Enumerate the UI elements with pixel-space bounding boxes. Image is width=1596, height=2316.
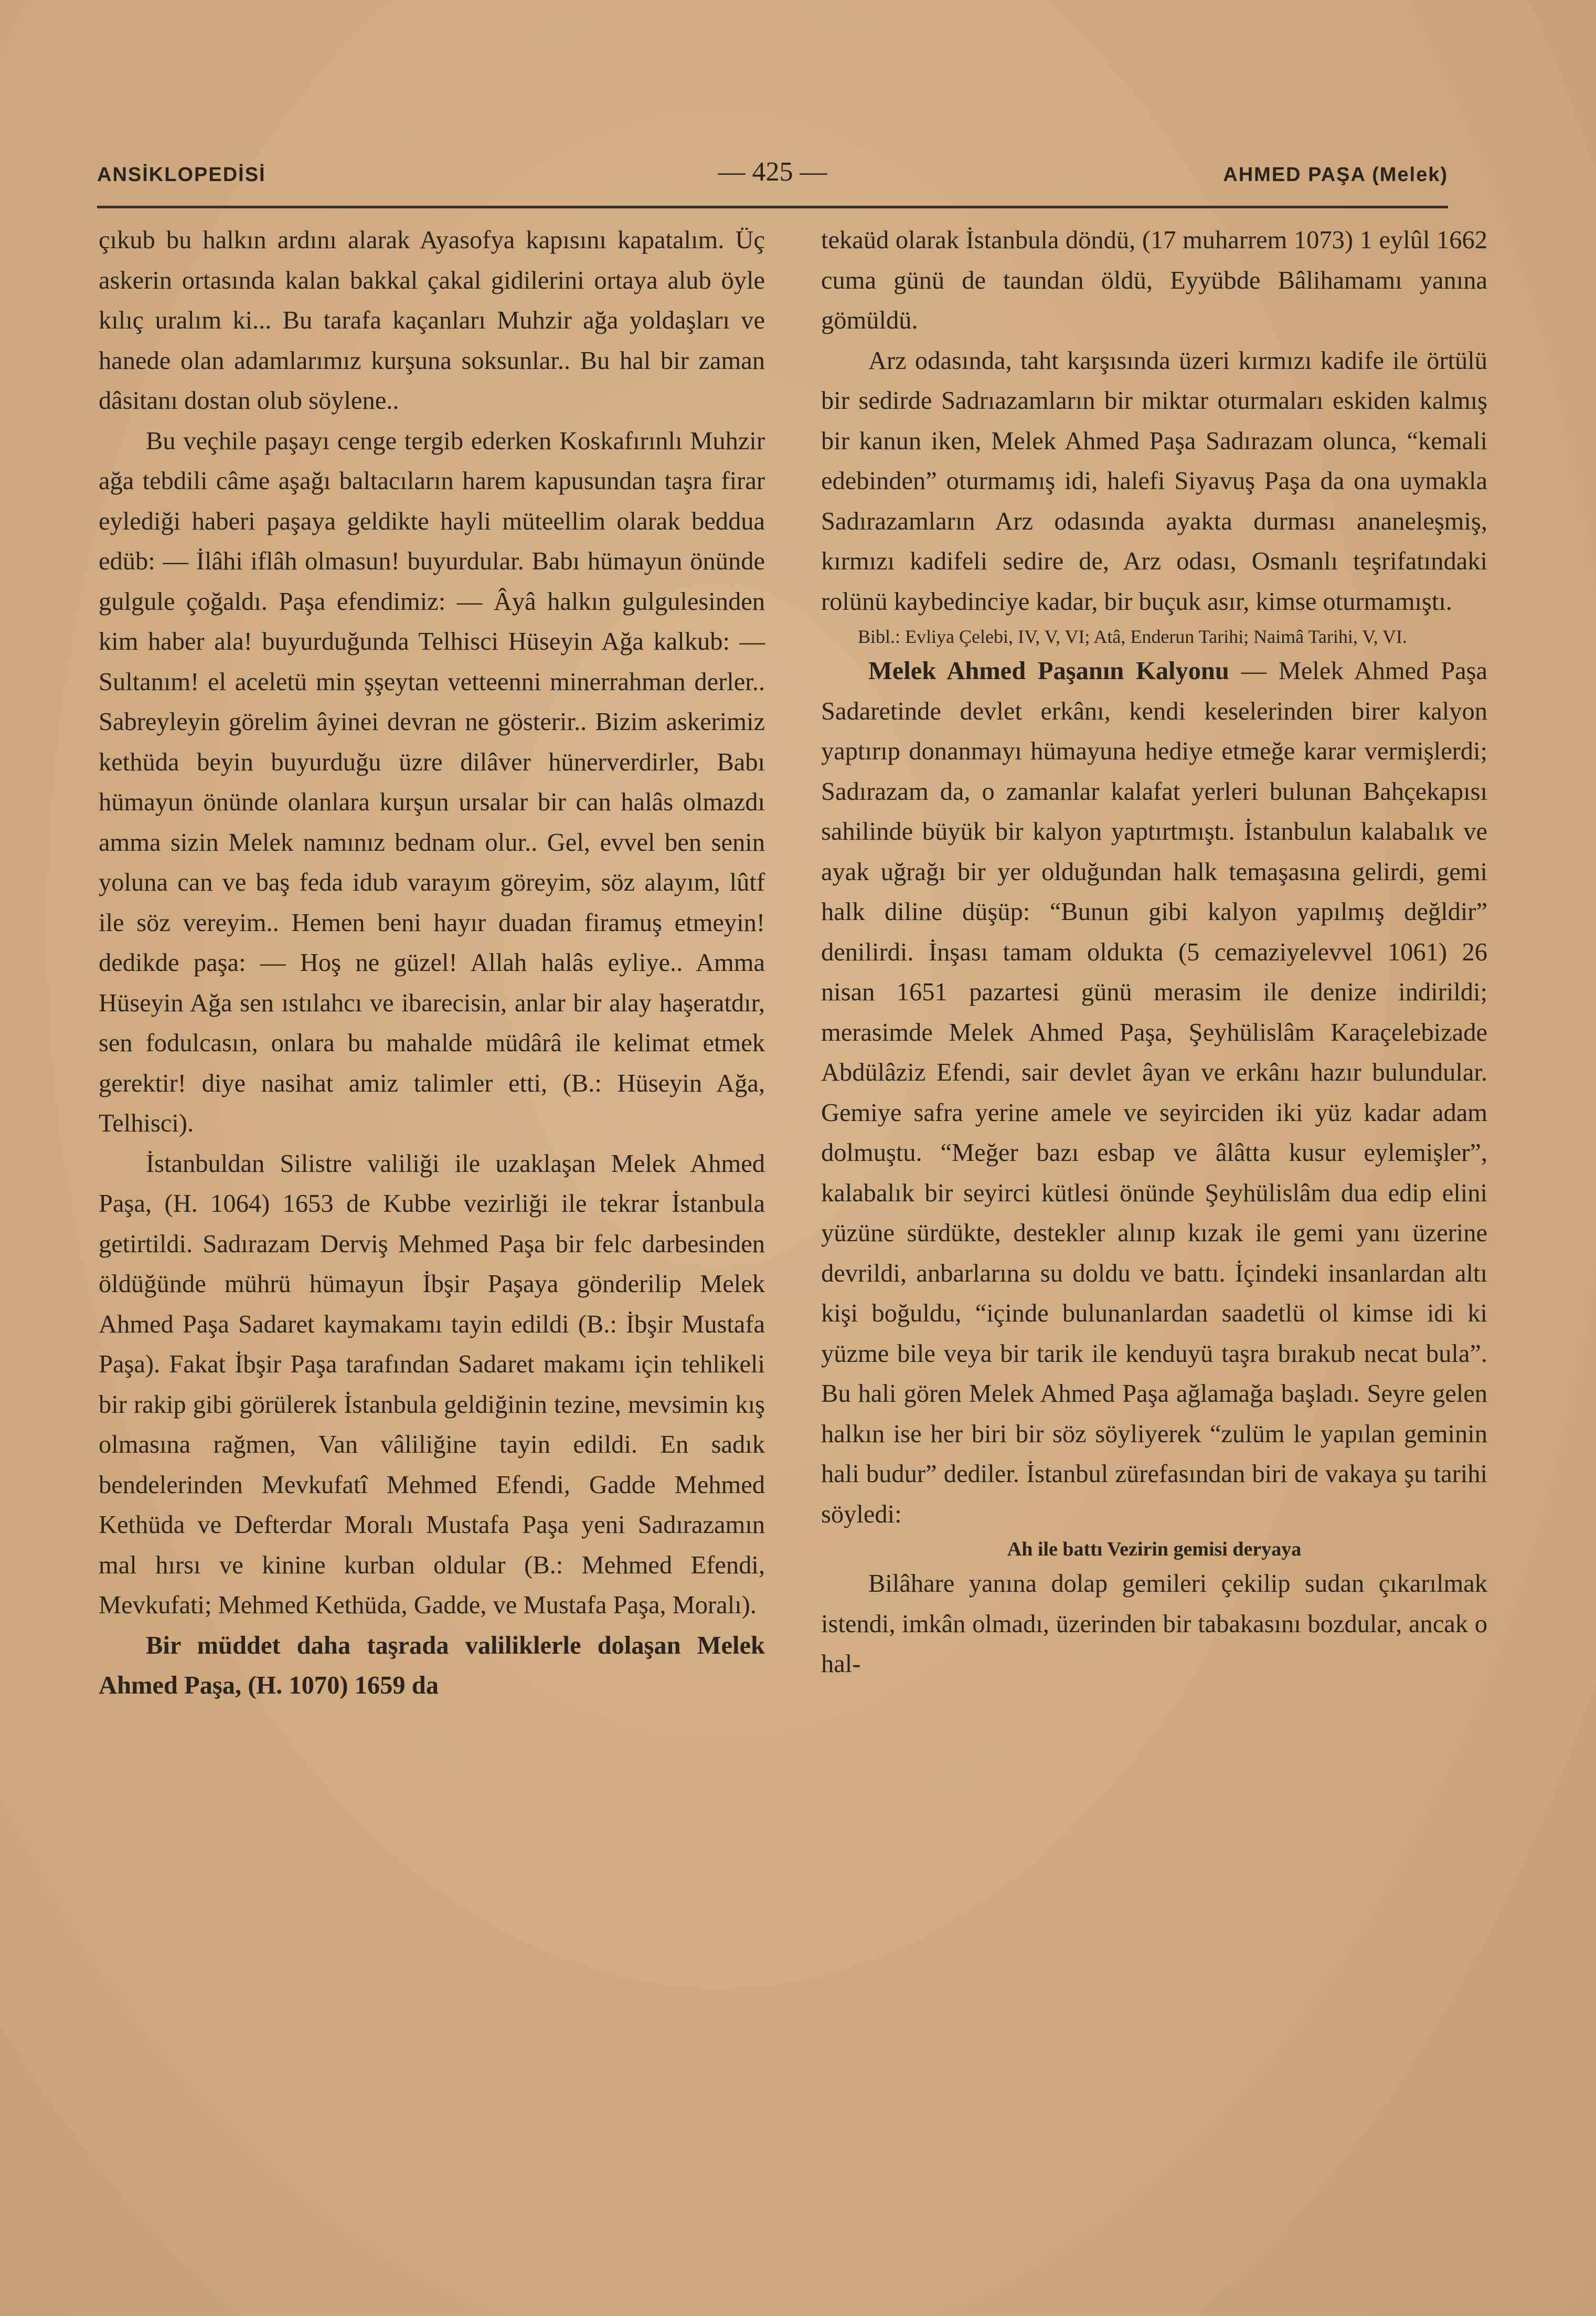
left-paragraph-3: İstanbuldan Silistre valiliği ile uzaklaşan Melek Ahmed Paşa, (H. 1064) 1653 de Kubbe vezirliği ile tekrar İstanbula getirtildi. Sadırazam Derviş Mehmed Paşa bir felc darbesinden öldüğünde mührü hümayun İbşir Paşaya gönderilip Melek Ahmed Paşa Sadaret kaymakamı tayin edildi (B.: İbşir Mustafa Paşa). Fakat İbşir Paşa tarafından Sadaret makamı için tehlikeli bir rakip gibi görülerek İstanbula geldiğinin tezine, mevsimin kış olmasına rağmen, Van vâliliğine tayin edildi. En sadık bendelerinden Mevkufatî Mehmed Efendi, Gadde Mehmed Kethüda ve Defterdar Moralı Mustafa Paşa yeni Sadırazamın mal hırsı ve kinine kurban oldular (B.: Mehmed Efendi, Mevkufati; Mehmed Kethüda, Gadde, ve Mustafa Paşa, Moralı). (99, 1149, 765, 1619)
left-paragraph-4: Bir müddet daha taşrada valiliklerle dolaşan Melek Ahmed Paşa, (H. 1070) 1659 da (99, 1631, 765, 1699)
header-right-title: AHMED PAŞA (Melek) (1223, 164, 1448, 186)
chronogram-verse: Ah ile battı Vezirin gemisi deryaya (1007, 1538, 1302, 1560)
right-paragraph-2: Arz odasında, taht karşısında üzeri kırmızı kadife ile örtülü bir sedirde Sadrıazamların bir miktar oturmaları eskiden kalmış bir kanun iken, Melek Ahmed Paşa Sadırazam olunca, “kemali edebinden” oturmamış idi, halefi Siyavuş Paşa da ona uymakla Sadırazamların Arz odasında ayakta durması ananeleşmiş, kırmızı kadifeli sedire de, Arz odası, Osmanlı teşrifatındaki rolünü kaybedinciye kadar, bir buçuk asır, kimse oturmamıştı. (821, 346, 1487, 616)
left-column (99, 220, 765, 1706)
bibliography: Bibl.: Evliya Çelebi, IV, V, VI; Atâ, Enderun Tarihi; Naimâ Tarihi, V, VI. (858, 626, 1407, 647)
running-header (97, 153, 1448, 200)
left-paragraph-1: çıkub bu halkın ardını alarak Ayasofya kapısını kapatalım. Üç askerin ortasında kalan bakkal çakal gidilerini ortaya alub öyle kılıç uralım ki... Bu tarafa kaçanları Muhzir ağa yoldaşları ve hanede olan adamlarımız kurşuna soksunlar.. Bu hal bir zaman dâsitanı dostan olub söylene.. (99, 226, 765, 415)
header-left-title: ANSİKLOPEDİSİ (97, 164, 266, 186)
right-paragraph-1: tekaüd olarak İstanbula döndü, (17 muharrem 1073) 1 eylûl 1662 cuma günü de taundan öldü, Eyyübde Bâlihamamı yanına gömüldü. (821, 226, 1487, 334)
section-title: Melek Ahmed Paşanın Kalyonu (868, 657, 1229, 685)
right-paragraph-3 (821, 651, 1487, 1535)
header-rule (97, 206, 1448, 208)
right-column (821, 220, 1487, 1685)
right-paragraph-4: Bilâhare yanına dolap gemileri çekilip sudan çıkarılmak istendi, imkân olmadı, üzerinden bir tabakasını bozdular, ancak o hal- (821, 1570, 1487, 1678)
section-body: — Melek Ahmed Paşa Sadaretinde devlet erkânı, kendi keselerinden birer kalyon yaptırıp donanmayı hümayuna hediye etmeğe karar vermişlerdi; Sadırazam da, o zamanlar kalafat yerleri bulunan Bahçekapısı sahilinde büyük bir kalyon yaptırtmıştı. İstanbulun kalabalık ve ayak uğrağı bir yer olduğundan halk temaşasına gelirdi, gemi halk diline düşüp: “Bunun gibi kalyon yapılmış değldir” denilirdi. İnşası tamam oldukta (5 cemaziyelevvel 1061) 26 nisan 1651 pazartesi günü merasim ile denize indirildi; merasimde Melek Ahmed Paşa, Şeyhülislâm Karaçelebizade Abdülâziz Efendi, sair devlet âyan ve erkânı hazır bulundular. Gemiye safra yerine amele ve seyirciden iki yüz kadar adam dolmuştu. “Meğer bazı esbap ve âlâtta kusur eylemişler”, kalabalık bir seyirci kütlesi önünde Şeyhülislâm dua edip elini yüzüne sürdükte, destekler alınıp kızak ile gemi yanı üzerine devrildi, anbarlarına su doldu ve battı. İçindeki insanlardan altı kişi boğuldu, “içinde bulunanlardan saadetlü ol kimse idi ki yüzme bile veya bir tarik ile kenduyü taşra bırakub necat bula”. Bu hali gören Melek Ahmed Paşa ağlamağa başladı. Seyre gelen halkın ise her biri bir söz söyliyerek “zulüm le yapılan geminin hali budur” dediler. İstanbul zürefasından biri de vakaya şu tarihi söyledi: (821, 657, 1488, 1528)
page-number: — 425 — (718, 157, 827, 187)
left-paragraph-2: Bu veçhile paşayı cenge tergib ederken Koskafırınlı Muhzir ağa tebdili câme aşağı baltacıların harem kapusundan taşra firar eylediği haberi paşaya geldikte hayli müteellim olarak beddua edüb: — İlâhi iflâh olmasun! buyurdular. Babı hümayun önünde gulgule çoğaldı. Paşa efendimiz: — Âyâ halkın gulgulesinden kim haber ala! buyurduğunda Telhisci Hüseyin Ağa kalkub: — Sultanım! el aceletü min şşeytan vetteenni minerrahman derler.. Sabreyleyin görelim âyinei devran ne gösterir.. Bizim askerimiz kethüda beyin buyurduğu üzre dilâver hünerverdirler, Babı hümayun önünde olanlara kurşun ursalar bir can halâs olmazdı amma sizin Melek namınız bednam olur.. Gel, evvel ben senin yoluna can ve baş feda idub varayım göreyim, söz alayım, lûtf ile söz vereyim.. Hemen beni hayır duadan firamuş etmeyin! dedikde paşa: — Hoş ne güzel! Allah halâs eyliye.. Amma Hüseyin Ağa sen ıstılahcı ve ibarecisin, anlar bir alay haşeratdır, sen fodulcasın, onlara bu mahalde müdârâ ile kelimat etmek gerektir! diye nasihat amiz talimler etti, (B.: Hüseyin Ağa, Telhisci). (99, 427, 765, 1137)
